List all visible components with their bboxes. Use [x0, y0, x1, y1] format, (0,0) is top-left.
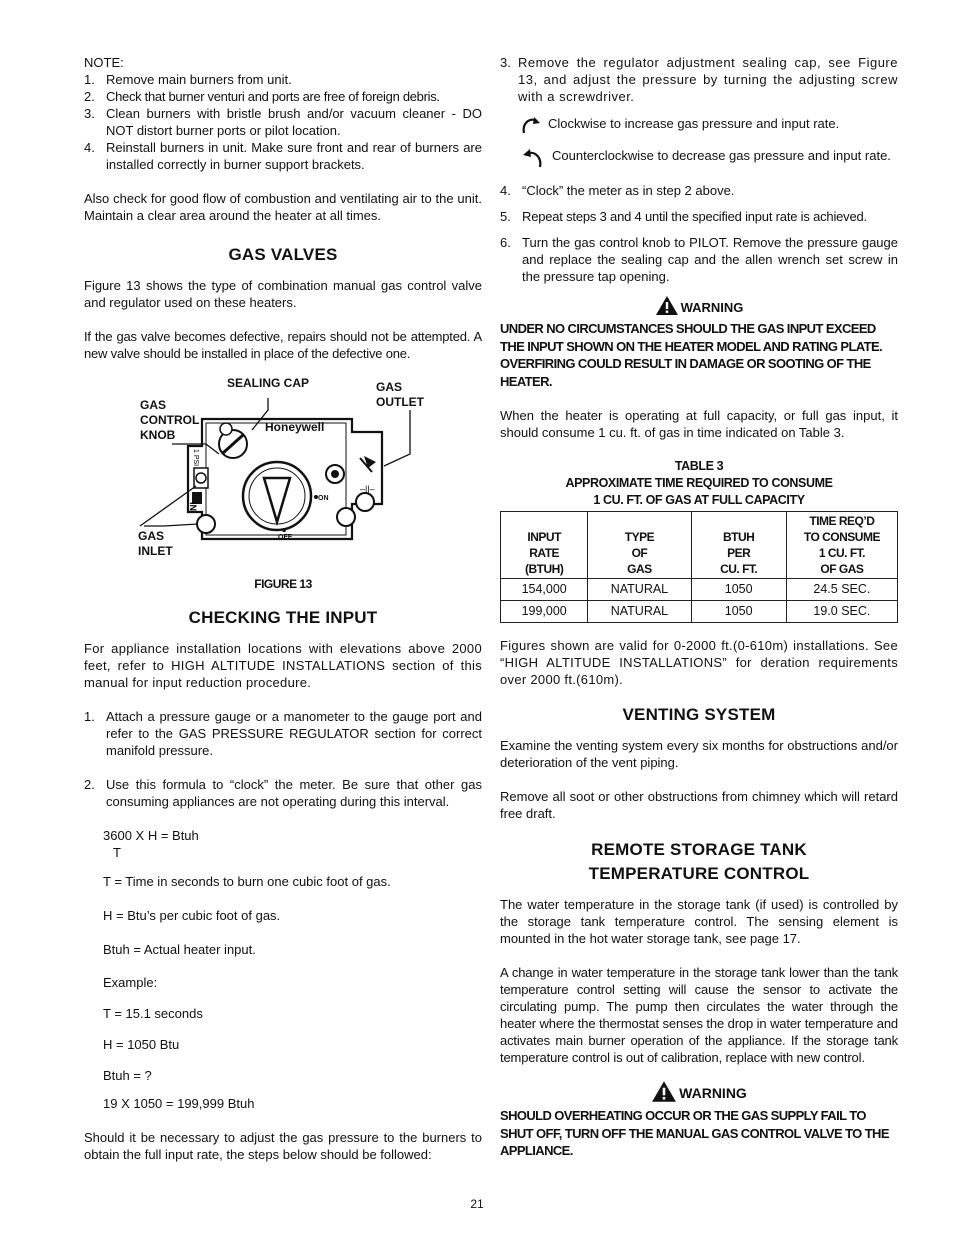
gas-valves-heading: GAS VALVES [228, 245, 338, 264]
counterclockwise-arrow-icon [520, 147, 552, 173]
example-calculation: 19 X 1050 = 199,999 Btuh [103, 1096, 255, 1111]
list-item: 4. “Clock” the meter as in step 2 above. [500, 183, 735, 198]
formula-denominator: T [113, 845, 121, 860]
list-item: 3. Clean burners with bristle brush and/or vacuum cleaner - DO NOT distort burner ports or pilot location. [84, 106, 482, 138]
list-item: 4. Reinstall burners in unit. Make sure front and rear of burners are installed correctly in burner support brackets. [84, 140, 482, 172]
example-label: Example: [103, 975, 158, 990]
honeywell-logo: Honeywell [265, 420, 325, 434]
list-item: 3. Remove the regulator adjustment sealing cap, see Figure 13, and adjust the pressure by turning the adjusting screw with a screwdriver. [500, 55, 898, 104]
warning-overheating-text: SHOULD OVERHEATING OCCUR OR THE GAS SUPPLY FAIL TO SHUT OFF, TURN OFF THE MANUAL GAS CONTROL VALVE TO THE APPLIANCE. [500, 1108, 889, 1158]
venting-paragraph-1: Examine the venting system every six months for obstructions and/or deterioration of the vent piping. [500, 738, 898, 770]
column-header: TYPE OF GAS [588, 512, 691, 579]
svg-text:–||–: –||– [360, 484, 375, 494]
gas-valves-paragraph-2: If the gas valve becomes defective, repairs should not be attempted. A new valve should be installed in place of the defective one. [84, 329, 482, 361]
list-item: 2. Check that burner venturi and ports are free of foreign debris. [84, 89, 440, 104]
clockwise-arrow-icon [520, 115, 548, 139]
list-item: 1. Attach a pressure gauge or a manometer to the gauge port and refer to the GAS PRESSURE REGULATOR section for correct manifold pressure. [84, 709, 482, 758]
example-btuh: Btuh = ? [103, 1068, 152, 1083]
formula: 3600 X H = Btuh [103, 828, 199, 843]
label-gas-control-knob: GAS CONTROL KNOB [140, 398, 200, 442]
table-cell: NATURAL [588, 579, 691, 601]
figure-13-caption: FIGURE 13 [254, 577, 312, 591]
label-sealing-cap: SEALING CAP [227, 376, 310, 390]
remote-paragraph-2: A change in water temperature in the storage tank lower than the tank temperature control setting will cause the sensor to activate the circulating pump. The pump then circulates the water through the heater where the thermostat senses the drop in water temperature and activates main burner operation of the appliance. If the storage tank temperature control is out of calibration, replace with new control. [500, 965, 898, 1065]
table-cell: 154,000 [501, 579, 588, 601]
table-3 [500, 511, 898, 623]
warning-overfiring-text: UNDER NO CIRCUMSTANCES SHOULD THE GAS INPUT EXCEED THE INPUT SHOWN ON THE HEATER MODEL AND RATING PLATE. OVERFIRING COULD RESULT IN DAMAGE OR SOOTING OF THE HEATER. [500, 321, 883, 389]
full-capacity-paragraph: When the heater is operating at full capacity, or full gas input, it should consume 1 cu. ft. of gas in time indicated on Table 3. [500, 408, 898, 440]
venting-system-heading: VENTING SYSTEM [622, 705, 776, 724]
remote-paragraph-1: The water temperature in the storage tank (if used) is controlled by the storage tank temperature control. The sensing element is mounted in the hot water storage tank, see page 17. [500, 897, 898, 946]
checking-input-heading: CHECKING THE INPUT [188, 608, 378, 627]
list-item: 5. Repeat steps 3 and 4 until the specified input rate is achieved. [500, 209, 867, 224]
table-cell: 24.5 SEC. [786, 579, 897, 601]
list-item: 6. Turn the gas control knob to PILOT. Remove the pressure gauge and replace the sealing cap and the allen wrench set screw in the pressure tap opening. [500, 235, 898, 284]
also-check-paragraph: Also check for good flow of combustion and ventilating air to the unit. Maintain a clear area around the heater at all times. [84, 191, 482, 223]
table-cell: 199,000 [501, 601, 588, 623]
label-on: ON [318, 495, 329, 502]
label-gas-inlet: GAS INLET [138, 529, 173, 558]
left-column [84, 54, 482, 1163]
svg-text:1 PSI: 1 PSI [192, 449, 199, 467]
gas-valves-paragraph-1: Figure 13 shows the type of combination manual gas control valve and regulator used on these heaters. [84, 278, 482, 310]
table-cell: 1050 [691, 579, 786, 601]
checking-list [84, 708, 482, 810]
table-cell: NATURAL [588, 601, 691, 623]
column-header: INPUT RATE (BTUH) [501, 512, 588, 579]
definition-h: H = Btu’s per cubic foot of gas. [103, 908, 281, 923]
warning-icon [651, 1080, 677, 1107]
clockwise-line: Clockwise to increase gas pressure and input rate. [500, 115, 898, 139]
column-header: TIME REQ’D TO CONSUME 1 CU. FT. OF GAS [786, 512, 897, 579]
checking-paragraph: For appliance installation locations with elevations above 2000 feet, refer to HIGH ALTITUDE INSTALLATIONS section of this manual for input reduction procedure. [84, 641, 482, 690]
svg-text:IN: IN [188, 502, 198, 511]
page-number: 21 [470, 1197, 484, 1211]
gas-valve-figure [84, 374, 482, 574]
definition-t: T = Time in seconds to burn one cubic foot of gas. [103, 874, 391, 889]
definition-btuh: Btuh = Actual heater input. [103, 942, 256, 957]
closing-paragraph: Should it be necessary to adjust the gas pressure to the burners to obtain the full input rate, the steps below should be followed: [84, 1130, 482, 1162]
example-t: T = 15.1 seconds [103, 1006, 203, 1021]
right-column [500, 54, 898, 1160]
table-row [501, 579, 898, 601]
warning-icon [655, 295, 679, 320]
label-gas-outlet: GAS OUTLET [376, 380, 424, 409]
list-item: 1. Remove main burners from unit. [84, 72, 292, 87]
table-header-row [501, 512, 898, 579]
column-header: BTUH PER CU. FT. [691, 512, 786, 579]
table-cell: 19.0 SEC. [786, 601, 897, 623]
list-item: 2. Use this formula to “clock” the meter. Be sure that other gas consuming appliances are not operating during this interval. [84, 777, 482, 809]
counterclockwise-line: Counterclockwise to decrease gas pressure and input rate. [500, 147, 898, 173]
note-list [84, 71, 482, 173]
table-cell: 1050 [691, 601, 786, 623]
warning-heading: WARNING [500, 1080, 898, 1107]
warning-heading: WARNING [500, 295, 898, 320]
remote-storage-heading: REMOTE STORAGE TANK TEMPERATURE CONTROL [588, 840, 810, 883]
label-off: OFF [278, 534, 292, 541]
table-caption: TABLE 3 APPROXIMATE TIME REQUIRED TO CONSUME 1 CU. FT. OF GAS AT FULL CAPACITY [565, 459, 833, 507]
note-title: NOTE: [84, 55, 124, 70]
example-h: H = 1050 Btu [103, 1037, 180, 1052]
table-row [501, 601, 898, 623]
figures-valid-paragraph: Figures shown are valid for 0-2000 ft.(0-610m) installations. See “HIGH ALTITUDE INSTALLATIONS” for deration requirements over 2000 ft.(610m). [500, 638, 898, 687]
venting-paragraph-2: Remove all soot or other obstructions from chimney which will retard free draft. [500, 789, 898, 821]
